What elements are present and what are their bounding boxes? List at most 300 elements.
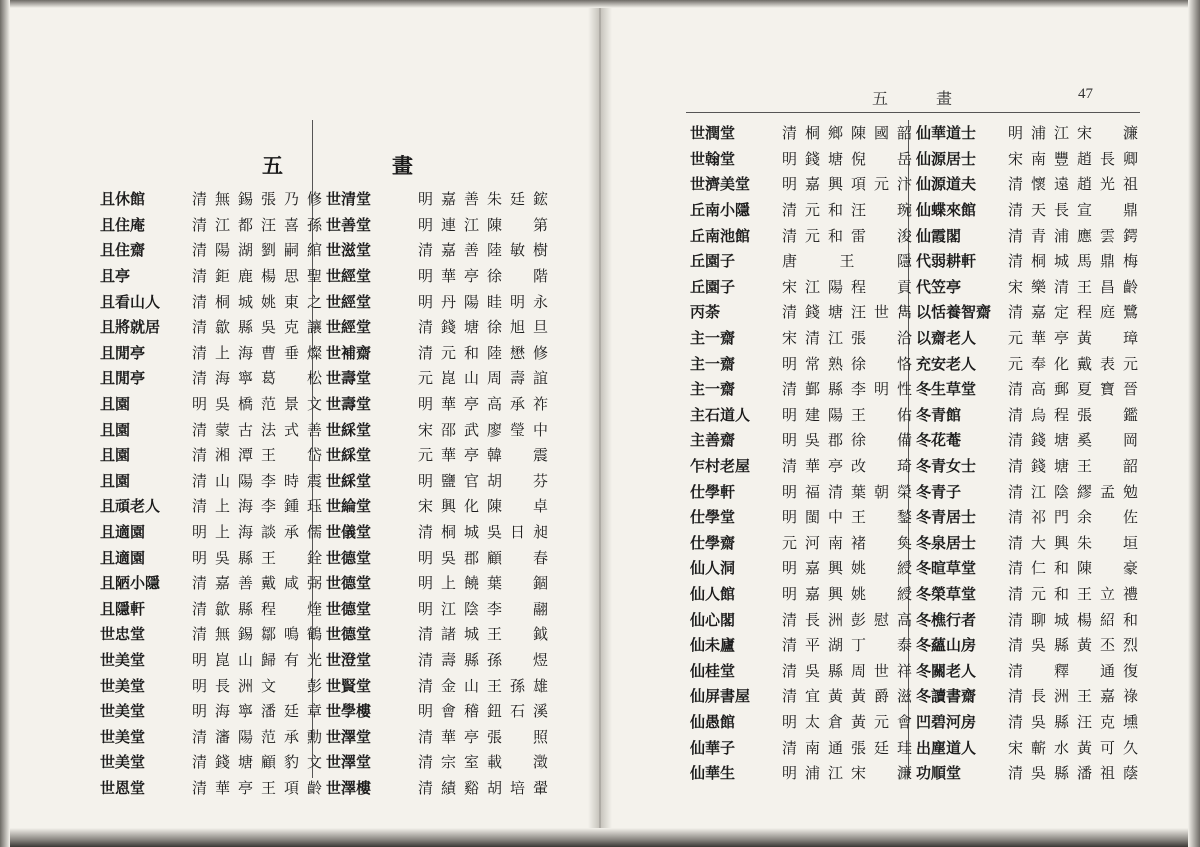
owner-name: 明海寧潘廷章 <box>192 702 322 721</box>
page-edge-bottom <box>0 828 1200 847</box>
entry-row <box>690 555 912 581</box>
owner-name: 明吳郡徐 備 <box>782 431 912 450</box>
studio-name: 仙源居士 <box>916 149 977 168</box>
owner-name: 清錢塘顧豹文 <box>192 753 322 772</box>
entry-row <box>326 749 548 775</box>
owner-name: 清元和陸懋修 <box>418 343 548 362</box>
entry-row <box>100 749 322 775</box>
entry-row <box>916 555 1138 581</box>
owner-name: 明嘉興姚 綬 <box>782 584 912 603</box>
owner-name: 明會稽鈕石溪 <box>418 702 548 721</box>
owner-name: 明浦江宋 濂 <box>782 764 912 783</box>
entry-row <box>100 775 322 801</box>
studio-name: 且園 <box>100 395 131 414</box>
owner-name: 清元和王立禮 <box>1008 584 1138 603</box>
entry-row <box>916 606 1138 632</box>
studio-name: 冬讀書齋 <box>916 687 977 706</box>
owner-name: 清海寧葛 松 <box>192 369 322 388</box>
owner-name: 清南通張廷珪 <box>782 738 912 757</box>
owner-name: 宋邵武廖瑩中 <box>418 420 548 439</box>
entry-row <box>100 544 322 570</box>
owner-name: 清天長宣 鼎 <box>1008 201 1138 220</box>
studio-name: 且園 <box>100 420 131 439</box>
entry-row <box>100 468 322 494</box>
studio-name: 丘南池館 <box>690 226 751 245</box>
page-edge-top <box>0 0 1200 8</box>
studio-name: 充安老人 <box>916 354 977 373</box>
owner-name: 清績谿胡培翬 <box>418 778 548 797</box>
studio-name: 冬泉居士 <box>916 533 977 552</box>
owner-name: 清金山王孫雄 <box>418 676 548 695</box>
studio-name: 主石道人 <box>690 405 751 424</box>
studio-name: 仙屏書屋 <box>690 687 751 706</box>
owner-name: 清江陰繆孟勉 <box>1008 482 1138 501</box>
studio-name: 世善堂 <box>326 215 372 234</box>
studio-name: 世綵堂 <box>326 471 372 490</box>
studio-name: 且適園 <box>100 523 146 542</box>
studio-name: 且園 <box>100 446 131 465</box>
entry-row <box>100 621 322 647</box>
entry-row <box>100 340 322 366</box>
entry-row <box>326 237 548 263</box>
page-edge-right <box>1188 0 1200 847</box>
studio-name: 世澤堂 <box>326 727 372 746</box>
entry-column-1 <box>100 186 322 800</box>
entry-row <box>916 478 1138 504</box>
owner-name: 清無錫鄒鳴鶴 <box>192 625 322 644</box>
entry-row <box>916 504 1138 530</box>
entry-row <box>690 376 912 402</box>
owner-name: 清華亭王項齡 <box>192 778 322 797</box>
studio-name: 以齋老人 <box>916 329 977 348</box>
studio-name: 世澤堂 <box>326 753 372 772</box>
owner-name: 宋南豐趙長卿 <box>1008 149 1138 168</box>
studio-name: 世補齋 <box>326 343 372 362</box>
entry-row <box>690 632 912 658</box>
entry-row <box>916 402 1138 428</box>
entry-column-4 <box>916 120 1138 785</box>
studio-name: 且閒亭 <box>100 369 146 388</box>
owner-name: 清華亭改 琦 <box>782 457 912 476</box>
studio-name: 且將就居 <box>100 318 161 337</box>
studio-name: 仙桂堂 <box>690 661 736 680</box>
owner-name: 清湘潭王 岱 <box>192 446 322 465</box>
entry-column-3 <box>690 120 912 785</box>
studio-name: 世忠堂 <box>100 625 146 644</box>
studio-name: 仙心閣 <box>690 610 736 629</box>
entry-row <box>100 723 322 749</box>
owner-name: 唐 王 隱 <box>782 252 912 271</box>
entry-row <box>690 709 912 735</box>
entry-row <box>100 391 322 417</box>
owner-name: 明丹陽眭明永 <box>418 292 548 311</box>
owner-name: 宋蘄水黃可久 <box>1008 738 1138 757</box>
entry-row <box>916 222 1138 248</box>
owner-name: 清瀋陽范承勳 <box>192 727 322 746</box>
owner-name: 清高郵夏寶晉 <box>1008 380 1138 399</box>
studio-name: 世美堂 <box>100 753 146 772</box>
entry-row <box>690 530 912 556</box>
studio-name: 冬青館 <box>916 405 962 424</box>
entry-row <box>100 596 322 622</box>
entry-row <box>690 299 912 325</box>
owner-name: 清陽湖劉嗣綰 <box>192 241 322 260</box>
owner-name: 明吳橋范景文 <box>192 395 322 414</box>
studio-name: 且住庵 <box>100 215 146 234</box>
studio-name: 主善齋 <box>690 431 736 450</box>
studio-name: 且住齋 <box>100 241 146 260</box>
owner-name: 清壽縣孫 煜 <box>418 650 548 669</box>
entry-row <box>100 314 322 340</box>
owner-name: 明太倉黃元會 <box>782 712 912 731</box>
header-rule <box>686 112 1140 113</box>
section-title: 五 畫 <box>262 153 457 178</box>
entry-row <box>326 288 548 314</box>
owner-name: 清無錫張乃修 <box>192 190 322 209</box>
owner-name: 清江都汪喜孫 <box>192 215 322 234</box>
owner-name: 清錢塘王 韶 <box>1008 457 1138 476</box>
owner-name: 清上海李鍾珏 <box>192 497 322 516</box>
book-gutter <box>588 0 612 847</box>
entry-row <box>690 504 912 530</box>
entry-row <box>916 734 1138 760</box>
entry-row <box>916 171 1138 197</box>
entry-row <box>326 391 548 417</box>
studio-name: 世賢堂 <box>326 676 372 695</box>
owner-name: 明華亭高承祚 <box>418 395 548 414</box>
entry-row <box>100 698 322 724</box>
entry-row <box>100 442 322 468</box>
entry-row <box>690 325 912 351</box>
studio-name: 丙荼 <box>690 303 721 322</box>
entry-row <box>326 647 548 673</box>
studio-name: 世德堂 <box>326 625 372 644</box>
entry-row <box>916 325 1138 351</box>
entry-row <box>100 647 322 673</box>
owner-name: 清歙縣吳克讓 <box>192 318 322 337</box>
entry-row <box>690 683 912 709</box>
studio-name: 世經堂 <box>326 292 372 311</box>
owner-name: 清長洲王嘉祿 <box>1008 687 1138 706</box>
studio-name: 且適園 <box>100 548 146 567</box>
owner-name: 元華亭韓 震 <box>418 446 548 465</box>
owner-name: 清山陽李時震 <box>192 471 322 490</box>
owner-name: 明吳縣王 銓 <box>192 548 322 567</box>
owner-name: 明常熟徐 恪 <box>782 354 912 373</box>
owner-name: 明上海談承儒 <box>192 523 322 542</box>
owner-name: 清桐城姚東之 <box>192 292 322 311</box>
entry-row <box>326 314 548 340</box>
entry-row <box>326 775 548 801</box>
entry-row <box>326 365 548 391</box>
studio-name: 主一齋 <box>690 354 736 373</box>
entry-row <box>690 427 912 453</box>
entry-row <box>690 478 912 504</box>
studio-name: 以恬養智齋 <box>916 303 992 322</box>
entry-row <box>690 453 912 479</box>
entry-row <box>916 683 1138 709</box>
owner-name: 清鉅鹿楊思聖 <box>192 267 322 286</box>
owner-name: 明崑山歸有光 <box>192 650 322 669</box>
entry-row <box>916 376 1138 402</box>
entry-row <box>916 453 1138 479</box>
entry-row <box>690 581 912 607</box>
entry-row <box>916 657 1138 683</box>
owner-name: 清 釋 通復 <box>1008 661 1138 680</box>
studio-name: 且休館 <box>100 190 146 209</box>
entry-row <box>326 186 548 212</box>
entry-column-2 <box>326 186 548 800</box>
owner-name: 清嘉善陸敏樹 <box>418 241 548 260</box>
studio-name: 冬關老人 <box>916 661 977 680</box>
studio-name: 世德堂 <box>326 574 372 593</box>
owner-name: 清仁和陳 豪 <box>1008 559 1138 578</box>
entry-row <box>326 723 548 749</box>
entry-row <box>690 760 912 786</box>
studio-name: 世德堂 <box>326 599 372 618</box>
owner-name: 宋清江張 洽 <box>782 329 912 348</box>
entry-row <box>100 519 322 545</box>
owner-name: 清桐城馬鼎梅 <box>1008 252 1138 271</box>
studio-name: 仙蝶來館 <box>916 201 977 220</box>
owner-name: 清吳縣周世祥 <box>782 661 912 680</box>
entry-row <box>916 632 1138 658</box>
running-head: 五 畫 <box>872 89 969 108</box>
entry-row <box>916 248 1138 274</box>
owner-name: 清嘉定程庭鷺 <box>1008 303 1138 322</box>
studio-name: 世儀堂 <box>326 523 372 542</box>
entry-row <box>100 672 322 698</box>
owner-name: 清上海曹垂燦 <box>192 343 322 362</box>
owner-name: 清元和雷 浚 <box>782 226 912 245</box>
entry-row <box>916 581 1138 607</box>
studio-name: 世清堂 <box>326 190 372 209</box>
studio-name: 仙華子 <box>690 738 736 757</box>
owner-name: 宋樂清王昌齡 <box>1008 277 1138 296</box>
entry-row <box>690 657 912 683</box>
studio-name: 且園 <box>100 471 131 490</box>
entry-row <box>916 350 1138 376</box>
owner-name: 清蒙古法式善 <box>192 420 322 439</box>
studio-name: 冬青女士 <box>916 457 977 476</box>
owner-name: 清嘉善戴咸弼 <box>192 574 322 593</box>
studio-name: 冬青子 <box>916 482 962 501</box>
entry-row <box>326 698 548 724</box>
entry-row <box>690 120 912 146</box>
entry-row <box>916 197 1138 223</box>
studio-name: 丘園子 <box>690 277 736 296</box>
studio-name: 代弱耕軒 <box>916 252 977 271</box>
owner-name: 清平湖丁 泰 <box>782 636 912 655</box>
studio-name: 冬蘊山房 <box>916 636 977 655</box>
owner-name: 清宜黃黃爵滋 <box>782 687 912 706</box>
entry-row <box>690 350 912 376</box>
studio-name: 世恩堂 <box>100 778 146 797</box>
owner-name: 清吳縣潘祖蔭 <box>1008 764 1138 783</box>
owner-name: 清祁門余 佐 <box>1008 508 1138 527</box>
entry-row <box>100 186 322 212</box>
entry-row <box>916 427 1138 453</box>
studio-name: 世綵堂 <box>326 446 372 465</box>
entry-row <box>326 493 548 519</box>
studio-name: 世壽堂 <box>326 369 372 388</box>
studio-name: 丘南小隱 <box>690 201 751 220</box>
entry-row <box>100 416 322 442</box>
owner-name: 清錢塘汪世雋 <box>782 303 912 322</box>
entry-row <box>916 146 1138 172</box>
owner-name: 清青浦應雲鍔 <box>1008 226 1138 245</box>
studio-name: 世澤樓 <box>326 778 372 797</box>
studio-name: 且閒亭 <box>100 343 146 362</box>
studio-name: 且亭 <box>100 267 131 286</box>
owner-name: 清大興朱 垣 <box>1008 533 1138 552</box>
owner-name: 宋江陽程 貢 <box>782 277 912 296</box>
owner-name: 元崑山周壽誼 <box>418 369 548 388</box>
owner-name: 清吳縣汪克壎 <box>1008 712 1138 731</box>
owner-name: 清諸城王 鉞 <box>418 625 548 644</box>
owner-name: 清錢塘徐旭旦 <box>418 318 548 337</box>
studio-name: 冬榮草堂 <box>916 584 977 603</box>
entry-row <box>326 416 548 442</box>
page-edge-left <box>0 0 10 847</box>
owner-name: 清桐鄉陳國韶 <box>782 124 912 143</box>
owner-name: 宋興化陳 卓 <box>418 497 548 516</box>
owner-name: 清宗室載 澂 <box>418 753 548 772</box>
studio-name: 乍村老屋 <box>690 457 751 476</box>
entry-row <box>690 606 912 632</box>
studio-name: 凹碧河房 <box>916 712 977 731</box>
studio-name: 世濟美堂 <box>690 175 751 194</box>
owner-name: 明長洲文 彭 <box>192 676 322 695</box>
studio-name: 世壽堂 <box>326 395 372 414</box>
owner-name: 清烏程張 鑑 <box>1008 405 1138 424</box>
entry-row <box>100 365 322 391</box>
owner-name: 清鄞縣李明性 <box>782 380 912 399</box>
studio-name: 冬生草堂 <box>916 380 977 399</box>
studio-name: 世美堂 <box>100 702 146 721</box>
entry-row <box>326 596 548 622</box>
entry-row <box>690 146 912 172</box>
entry-row <box>326 519 548 545</box>
studio-name: 世美堂 <box>100 676 146 695</box>
studio-name: 世經堂 <box>326 267 372 286</box>
entry-row <box>326 672 548 698</box>
entry-row <box>100 237 322 263</box>
studio-name: 仙人館 <box>690 584 736 603</box>
studio-name: 代笠亭 <box>916 277 962 296</box>
owner-name: 清錢塘奚 岡 <box>1008 431 1138 450</box>
owner-name: 清元和汪 琬 <box>782 201 912 220</box>
entry-row <box>100 570 322 596</box>
entry-row <box>326 263 548 289</box>
studio-name: 仙未廬 <box>690 636 736 655</box>
page-number: 47 <box>1078 86 1093 102</box>
studio-name: 世澄堂 <box>326 650 372 669</box>
owner-name: 清歙縣程 煃 <box>192 599 322 618</box>
owner-name: 清長洲彭慰高 <box>782 610 912 629</box>
entry-row <box>916 530 1138 556</box>
studio-name: 且隱軒 <box>100 599 146 618</box>
entry-row <box>690 734 912 760</box>
entry-row <box>690 222 912 248</box>
entry-row <box>690 248 912 274</box>
studio-name: 世經堂 <box>326 318 372 337</box>
owner-name: 清吳縣黃丕烈 <box>1008 636 1138 655</box>
studio-name: 仙霞閣 <box>916 226 962 245</box>
studio-name: 且陋小隱 <box>100 574 161 593</box>
owner-name: 明錢塘倪 岳 <box>782 149 912 168</box>
owner-name: 明連江陳 第 <box>418 215 548 234</box>
studio-name: 冬暄草堂 <box>916 559 977 578</box>
studio-name: 仙愚館 <box>690 712 736 731</box>
studio-name: 世翰堂 <box>690 149 736 168</box>
owner-name: 明鹽官胡 芬 <box>418 471 548 490</box>
owner-name: 明建陽王 佑 <box>782 405 912 424</box>
entry-row <box>916 299 1138 325</box>
studio-name: 仙人洞 <box>690 559 736 578</box>
owner-name: 明上饒葉 錮 <box>418 574 548 593</box>
studio-name: 世綵堂 <box>326 420 372 439</box>
entry-row <box>100 263 322 289</box>
entry-row <box>326 621 548 647</box>
entry-row <box>326 570 548 596</box>
owner-name: 清桐城吳日昶 <box>418 523 548 542</box>
owner-name: 清聊城楊紹和 <box>1008 610 1138 629</box>
studio-name: 冬樵行者 <box>916 610 977 629</box>
studio-name: 冬青居士 <box>916 508 977 527</box>
entry-row <box>326 468 548 494</box>
entry-row <box>690 197 912 223</box>
entry-row <box>100 288 322 314</box>
studio-name: 主一齋 <box>690 329 736 348</box>
studio-name: 丘園子 <box>690 252 736 271</box>
owner-name: 明嘉興姚 綬 <box>782 559 912 578</box>
studio-name: 世德堂 <box>326 548 372 567</box>
studio-name: 仙源道夫 <box>916 175 977 194</box>
studio-name: 功順堂 <box>916 764 962 783</box>
owner-name: 元奉化戴表元 <box>1008 354 1138 373</box>
studio-name: 世美堂 <box>100 727 146 746</box>
owner-name: 清懷遠趙光祖 <box>1008 175 1138 194</box>
studio-name: 主一齋 <box>690 380 736 399</box>
entry-row <box>326 340 548 366</box>
owner-name: 明閩中王 鍫 <box>782 508 912 527</box>
studio-name: 世學樓 <box>326 702 372 721</box>
owner-name: 明浦江宋 濂 <box>1008 124 1138 143</box>
owner-name: 明華亭徐 階 <box>418 267 548 286</box>
studio-name: 且頑老人 <box>100 497 161 516</box>
entry-row <box>100 493 322 519</box>
owner-name: 清華亭張 照 <box>418 727 548 746</box>
owner-name: 明吳郡顧 春 <box>418 548 548 567</box>
studio-name: 出塵道人 <box>916 738 977 757</box>
studio-name: 世滋堂 <box>326 241 372 260</box>
studio-name: 且看山人 <box>100 292 161 311</box>
entry-row <box>916 760 1138 786</box>
studio-name: 仙華道士 <box>916 124 977 143</box>
studio-name: 仙華生 <box>690 764 736 783</box>
owner-name: 明嘉興項元汴 <box>782 175 912 194</box>
owner-name: 元華亭黃 璋 <box>1008 329 1138 348</box>
entry-row <box>916 120 1138 146</box>
entry-row <box>100 212 322 238</box>
entry-row <box>916 274 1138 300</box>
owner-name: 元河南褚 奐 <box>782 533 912 552</box>
owner-name: 明福清葉朝榮 <box>782 482 912 501</box>
entry-row <box>326 544 548 570</box>
owner-name: 明江陰李 翮 <box>418 599 548 618</box>
studio-name: 世美堂 <box>100 650 146 669</box>
